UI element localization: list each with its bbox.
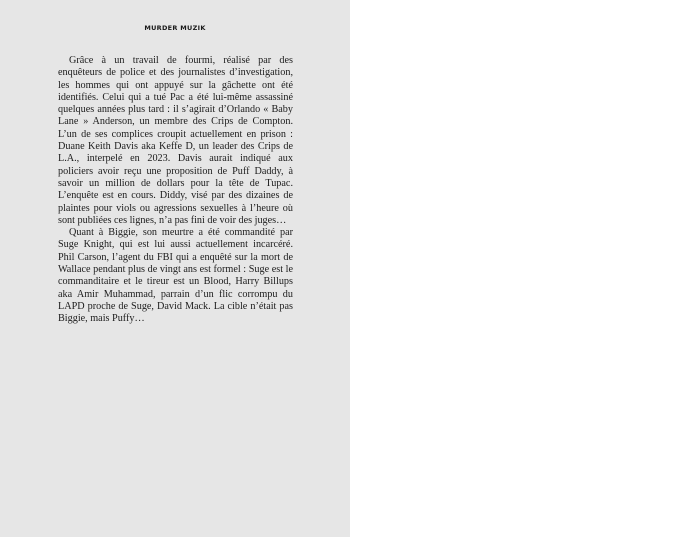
running-head: MURDER MUZIK xyxy=(144,24,206,32)
paragraph-1: Grâce à un travail de fourmi, réalisé par des enquêteurs de police et des journalistes d’investigation, les hommes qui ont appuyé sur la gâchette ont été identifiés. Celui qui a tué Pac a été lui-même assassiné quelques années plus tard : il s’agirait d’Orlando « Baby Lane » Anderson, un membre des Crips de Compton. L’un de ses complices croupit actuellement en prison : Duane Keith Davis aka Keffe D, un leader des Crips de L.A., interpelé en 2023. Davis aurait indiqué aux policiers avoir reçu une proposition de Puff Daddy, à savoir un million de dollars pour la tête de Tupac. L’enquête est en cours. Diddy, visé par des dizaines de plaintes pour viols ou agressions sexuelles à l’heure où sont publiées ces lignes, n’a pas fini de voir des juges… xyxy=(58,55,293,226)
right-page-blank xyxy=(350,0,700,537)
body-text xyxy=(58,55,293,326)
paragraph-2: Quant à Biggie, son meurtre a été commandité par Suge Knight, qui est lui aussi actuellement incarcéré. Phil Carson, l’agent du FBI qui a enquêté sur la mort de Wallace pendant plus de vingt ans est formel : Suge est le commanditaire et le tireur est un Blood, Harry Billups aka Amir Muhammad, parrain d’un flic corrompu du LAPD proche de Suge, David Mack. La cible n’était pas Biggie, mais Puffy… xyxy=(58,227,293,325)
